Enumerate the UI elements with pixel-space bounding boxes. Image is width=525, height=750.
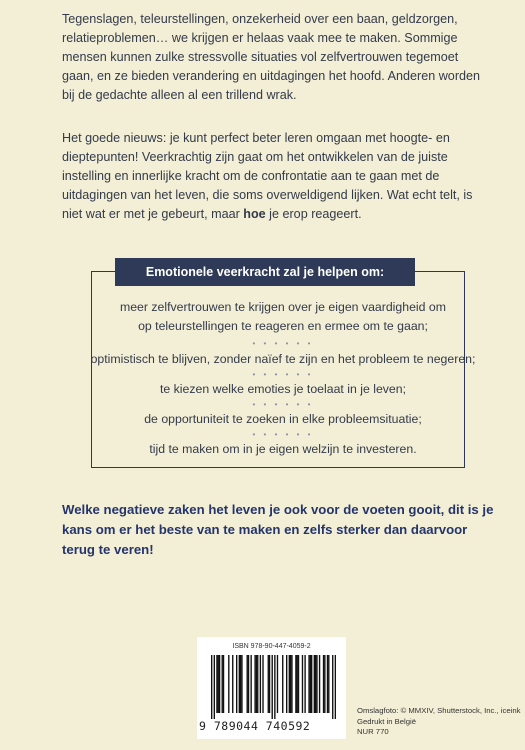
- benefit-item-2: optimistisch te blijven, zonder naïef te zijn en het probleem te negeren;: [90, 352, 476, 366]
- dot-separator: • • • • • •: [252, 430, 314, 439]
- print-location: Gedrukt in België: [357, 716, 416, 726]
- barcode-bar: [316, 655, 317, 713]
- emphasis-hoe: hoe: [243, 207, 266, 221]
- barcode-bar: [302, 655, 303, 713]
- barcode-bar: [274, 655, 275, 719]
- barcode-bar: [291, 655, 292, 713]
- barcode-bar: [324, 655, 325, 713]
- barcode-bar: [222, 655, 223, 713]
- barcode-bar: [332, 655, 333, 719]
- barcode-bar: [228, 655, 229, 713]
- barcode-bar: [254, 655, 255, 713]
- barcode-bar: [314, 655, 315, 713]
- good-news-text: Het goede nieuws: je kunt perfect beter leren omgaan met hoogte- en dieptepunten! Veerkrachtig zijn gaat om het ontwikkelen van de juiste instelling en innerlijke kracht om de confrontatie aan te gaan met de uitdagingen van het leven, die soms overweldigend lijken. Wat echt telt, is niet wat er met je gebeurt, maar: [62, 131, 473, 221]
- barcode-bar: [250, 655, 251, 713]
- barcode-bar: [211, 655, 212, 719]
- barcode-bar: [272, 655, 273, 719]
- barcode-bar: [286, 655, 287, 713]
- barcode-bar: [269, 655, 270, 713]
- barcode-bar: [295, 655, 296, 713]
- barcode-bar: [248, 655, 249, 713]
- barcode-bar: [268, 655, 269, 713]
- nur-code: NUR 770: [357, 727, 389, 736]
- benefits-box-title: Emotionele veerkracht zal je helpen om:: [115, 258, 415, 286]
- barcode-bar: [298, 655, 299, 713]
- barcode-bar: [214, 655, 215, 719]
- dot-separator: • • • • • •: [252, 339, 314, 348]
- benefit-item-5: tijd te maken om in je eigen welzijn te investeren.: [149, 442, 417, 456]
- barcode-bar: [328, 655, 329, 713]
- barcode-number: 9 789044 740592: [199, 719, 311, 733]
- barcode-bar: [290, 655, 291, 713]
- barcode-bar: [232, 655, 233, 713]
- benefit-item-1: meer zelfvertrouwen te krijgen over je eigen vaardigheid om: [119, 300, 447, 314]
- barcode-bar: [223, 655, 224, 713]
- benefit-item-4: de opportuniteit te zoeken in elke probleemsituatie;: [144, 412, 422, 426]
- barcode-bar: [297, 655, 298, 713]
- barcode-bar: [247, 655, 248, 713]
- barcode-bar: [319, 655, 320, 713]
- benefit-item-3: te kiezen welke emoties je toelaat in je leven;: [159, 382, 407, 396]
- barcode: [211, 655, 336, 719]
- barcode-bar: [304, 655, 305, 713]
- barcode-bar: [239, 655, 240, 713]
- barcode-bar: [315, 655, 316, 713]
- barcode-bar: [241, 655, 242, 713]
- barcode-panel: [197, 637, 346, 739]
- good-news-text-end: je erop reageert.: [265, 207, 362, 221]
- benefit-item-1-cont: op teleurstellingen te reageren en ermee om te gaan;: [138, 319, 428, 333]
- intro-paragraph: Tegenslagen, teleurstellingen, onzekerheid over een baan, geldzorgen, relatieproblemen… we krijgen er helaas vaak mee te maken. Sommige mensen kunnen zulke stressvolle situaties vol zelfvertrouwen tegemoet gaan, en ze bieden verandering en uitdagingen het hoofd. Anderen worden bij de gedachte alleen al een trillend wrak.: [62, 12, 481, 102]
- barcode-bar: [310, 655, 311, 713]
- barcode-bar: [282, 655, 283, 713]
- barcode-bar: [218, 655, 219, 713]
- barcode-bar: [289, 655, 290, 713]
- barcode-bar: [216, 655, 217, 713]
- credits: [357, 706, 520, 738]
- barcode-bar: [327, 655, 328, 713]
- barcode-bar: [219, 655, 220, 713]
- dot-separator: • • • • • •: [252, 370, 314, 379]
- barcode-bar: [277, 655, 278, 713]
- barcode-bar: [240, 655, 241, 713]
- barcode-bar: [257, 655, 258, 713]
- barcode-bar: [262, 655, 263, 713]
- barcode-bar: [311, 655, 312, 713]
- barcode-bar: [335, 655, 336, 719]
- dot-separator: • • • • • •: [252, 400, 314, 409]
- barcode-bar: [323, 655, 324, 713]
- photo-credit: Omslagfoto: © MMXIV, Shutterstock, Inc., iceink: [357, 706, 521, 715]
- barcode-bar: [260, 655, 261, 713]
- isbn-label: ISBN 978-90-447-4059-2: [232, 643, 311, 650]
- barcode-bar: [256, 655, 257, 713]
- barcode-bar: [236, 655, 237, 713]
- closing-statement: Welke negatieve zaken het leven je ook voor de voeten gooit, dit is je kans om er het beste van te maken en zelfs sterker dan daarvoor terug te veren!: [62, 502, 494, 557]
- barcode-bar: [308, 655, 309, 713]
- good-news-paragraph: [62, 129, 492, 224]
